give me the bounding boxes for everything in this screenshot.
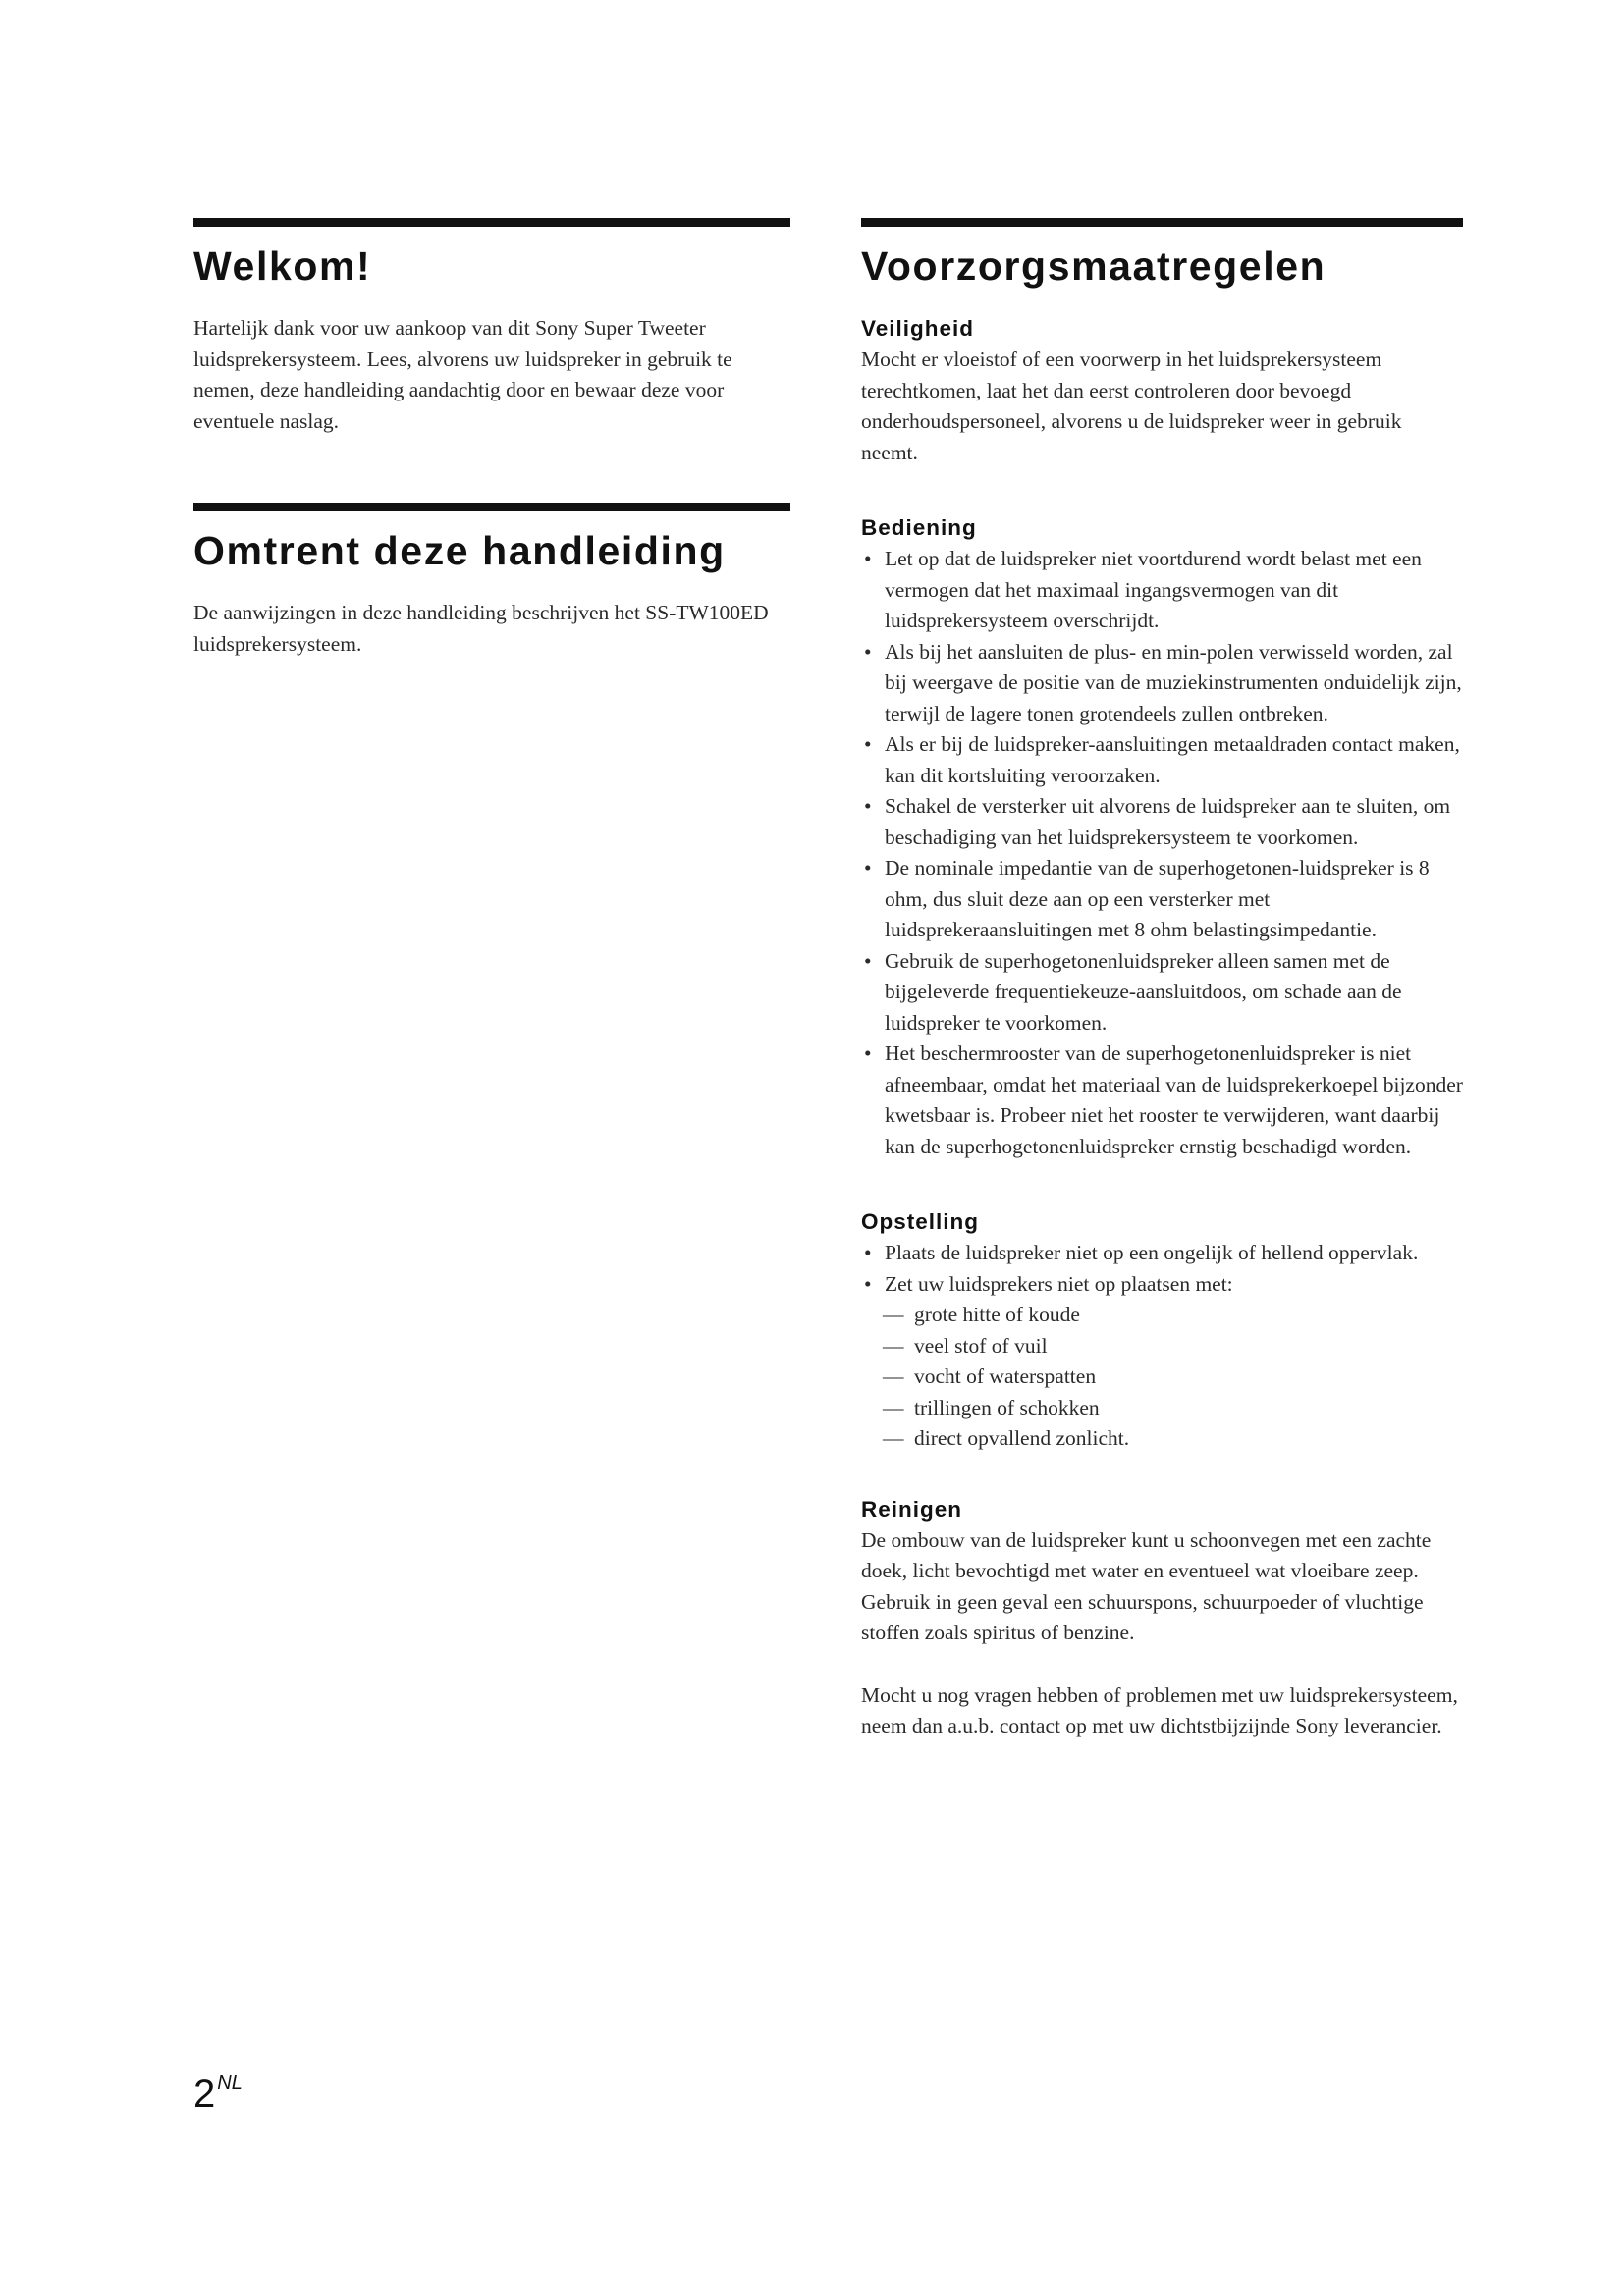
about-manual-text: De aanwijzingen in deze handleiding beschrijven het SS-TW100ED luidsprekersysteem.: [193, 601, 769, 656]
list-item: • Gebruik de superhogetonenluidspreker alleen samen met de bijgeleverde frequentiekeuze-aansluitdoos, om schade aan de luidspreker te voorkomen.: [861, 946, 1463, 1040]
operation-heading: Bediening: [861, 515, 977, 540]
list-item: — trillingen of schokken: [883, 1393, 1463, 1424]
cleaning-text: De ombouw van de luidspreker kunt u schoonvegen met een zachte doek, licht bevochtigd met water en eventueel wat vloeibare zeep. Gebruik in geen geval een schuurspons, schuurpoeder of vluchtige stoffen zoals spiritus of benzine.: [861, 1527, 1432, 1644]
list-item: — grote hitte of koude: [883, 1300, 1463, 1331]
safety-text: Mocht er vloeistof of een voorwerp in het luidsprekersysteem terechtkomen, laat het dan eerst controleren door bevoegd onderhoudspersoneel, alvorens u de luidspreker weer in gebruik neemt.: [861, 347, 1402, 464]
section-rule: [193, 218, 790, 227]
list-item: • De nominale impedantie van de superhogetonen-luidspreker is 8 ohm, dus sluit deze aan op een versterker met luidsprekeraansluitingen met 8 ohm belastingsimpedantie.: [861, 853, 1463, 946]
placement-list: [861, 1238, 1463, 1300]
list-item: • Als er bij de luidspreker-aansluitingen metaaldraden contact maken, kan dit kortsluiting veroorzaken.: [861, 729, 1463, 791]
list-item: • Als bij het aansluiten de plus- en min-polen verwisseld worden, zal bij weergave de positie van de muziekinstrumenten onduidelijk zijn, terwijl de lagere tonen grotendeels zullen ontbreken.: [861, 637, 1463, 730]
section-rule: [193, 503, 790, 511]
page-language-suffix: NL: [217, 2072, 243, 2094]
list-item: — veel stof of vuil: [883, 1331, 1463, 1362]
welcome-section: [193, 218, 790, 437]
right-column: [861, 218, 1463, 1742]
placement-conditions-list: [861, 1300, 1463, 1455]
cleaning-heading: Reinigen: [861, 1496, 963, 1522]
precautions-title: Voorzorgsmaatregelen: [861, 243, 1326, 289]
about-manual-title: Omtrent deze handleiding: [193, 528, 726, 573]
list-item: • Zet uw luidsprekers niet op plaatsen met:: [861, 1269, 1463, 1301]
list-item: — vocht of waterspatten: [883, 1362, 1463, 1393]
section-rule: [861, 218, 1463, 227]
left-column: [193, 218, 790, 660]
list-item: — direct opvallend zonlicht.: [883, 1423, 1463, 1455]
list-item: • Het beschermrooster van de superhogetonenluidspreker is niet afneembaar, omdat het materiaal van de luidsprekerkoepel bijzonder kwetsbaar is. Probeer niet het rooster te verwijderen, want daarbij kan de superhogetonenluidspreker ernstig beschadigd worden.: [861, 1039, 1463, 1162]
placement-heading: Opstelling: [861, 1209, 980, 1234]
closing-text: Mocht u nog vragen hebben of problemen met uw luidsprekersysteem, neem dan a.u.b. contact op met uw dichtstbijzijnde Sony leverancier.: [861, 1682, 1458, 1737]
about-manual-section: [193, 503, 790, 660]
welcome-title: Welkom!: [193, 243, 372, 289]
list-item: • Plaats de luidspreker niet op een ongelijk of hellend oppervlak.: [861, 1238, 1463, 1269]
operation-section: [861, 512, 1463, 1162]
page-number-value: 2: [193, 2072, 216, 2115]
list-item: • Let op dat de luidspreker niet voortdurend wordt belast met een vermogen dat het maximaal ingangsvermogen van dit luidsprekersysteem overschrijdt.: [861, 544, 1463, 637]
placement-section: [861, 1206, 1463, 1455]
cleaning-section: [861, 1494, 1463, 1742]
operation-list: [861, 544, 1463, 1162]
safety-heading: Veiligheid: [861, 316, 975, 341]
safety-section: [861, 313, 1463, 468]
page-number: [193, 2059, 243, 2117]
list-item: • Schakel de versterker uit alvorens de luidspreker aan te sluiten, om beschadiging van het luidsprekersysteem te voorkomen.: [861, 791, 1463, 853]
welcome-text: Hartelijk dank voor uw aankoop van dit Sony Super Tweeter luidsprekersysteem. Lees, alvorens uw luidspreker in gebruik te nemen, deze handleiding aandachtig door en bewaar deze voor eventuele naslag.: [193, 316, 732, 433]
